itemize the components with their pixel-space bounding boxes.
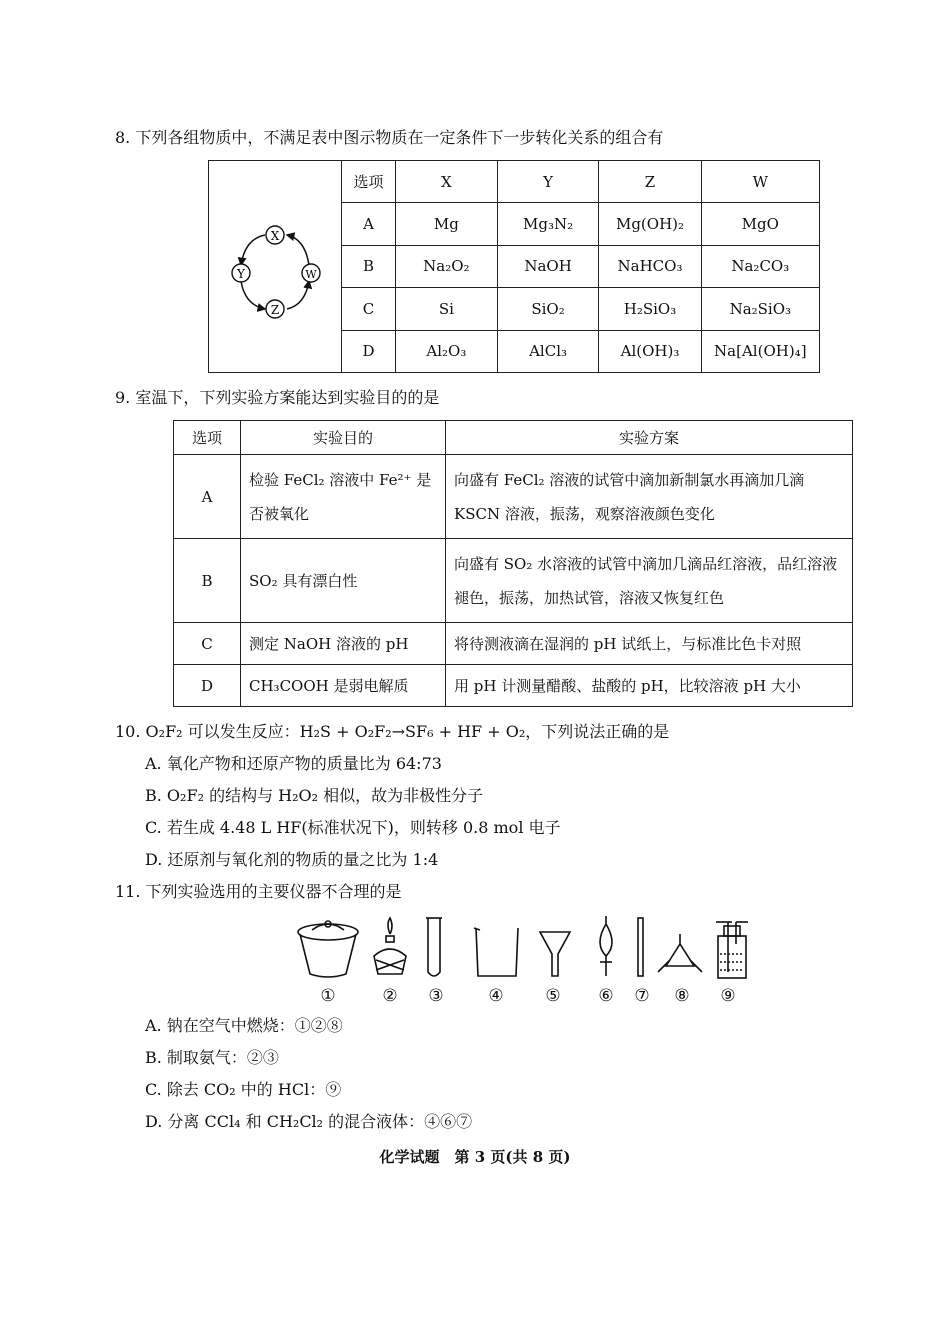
page-footer: 化学试题 第 3 页(共 8 页) — [379, 1148, 571, 1166]
apparatus-label: ③ — [428, 986, 444, 1006]
q8-stem: 8. 下列各组物质中，不满足表中图示物质在一定条件下一步转化关系的组合有 — [115, 128, 664, 147]
apparatus-label: ⑦ — [634, 986, 650, 1006]
q11-option-d: D. 分离 CCl₄ 和 CH₂Cl₂ 的混合液体：④⑥⑦ — [145, 1112, 473, 1131]
q9-cell: A — [174, 455, 241, 539]
q9-table — [173, 420, 853, 707]
q8-cell: A — [342, 203, 396, 245]
q8-cell: D — [342, 330, 396, 372]
table-row — [174, 665, 853, 707]
q8-cell: Na₂O₂ — [396, 245, 498, 287]
node-w: W — [305, 267, 317, 281]
node-y: Y — [237, 266, 245, 281]
q8-cell: Na₂CO₃ — [701, 245, 819, 287]
q8-cell: NaHCO₃ — [599, 245, 701, 287]
q9-header-cell: 实验目的 — [241, 421, 446, 455]
apparatus-label: ④ — [488, 986, 504, 1006]
q8-cell: Mg(OH)₂ — [599, 203, 701, 245]
apparatus-label: ⑥ — [598, 986, 614, 1006]
q8-cell: Mg₃N₂ — [497, 203, 599, 245]
q9-cell: 向盛有 SO₂ 水溶液的试管中滴加几滴品红溶液，品红溶液褪色，振荡，加热试管，溶液又恢复红色 — [446, 539, 853, 623]
apparatus-label: ⑨ — [720, 986, 736, 1006]
q9-cell: 向盛有 FeCl₂ 溶液的试管中滴加新制氯水再滴加几滴 KSCN 溶液，振荡，观察溶液颜色变化 — [446, 455, 853, 539]
q11-option-c: C. 除去 CO₂ 中的 HCl：⑨ — [145, 1080, 342, 1099]
q10-option-c: C. 若生成 4.48 L HF(标准状况下)，则转移 0.8 mol 电子 — [145, 818, 561, 837]
q8-cell: Na[Al(OH)₄] — [701, 330, 819, 372]
q9-cell: 测定 NaOH 溶液的 pH — [241, 623, 446, 665]
q9-cell: SO₂ 具有漂白性 — [241, 539, 446, 623]
q10-option-d: D. 还原剂与氧化剂的物质的量之比为 1:4 — [145, 850, 439, 869]
apparatus-label: ⑧ — [674, 986, 690, 1006]
q8-cell: Na₂SiO₃ — [701, 288, 819, 330]
q8-cell: Si — [396, 288, 498, 330]
test-tube-icon — [426, 918, 442, 976]
q11-option-a: A. 钠在空气中燃烧：①②⑧ — [145, 1016, 343, 1035]
q8-header-cell: Y — [497, 161, 599, 203]
alcohol-lamp-icon — [374, 918, 406, 974]
q8-cell: MgO — [701, 203, 819, 245]
q11-stem: 11. 下列实验选用的主要仪器不合理的是 — [115, 882, 402, 901]
apparatus-illustration — [290, 914, 760, 984]
q9-cell: B — [174, 539, 241, 623]
q10-option-a: A. 氧化产物和还原产物的质量比为 64:73 — [145, 754, 442, 773]
q8-cell: Mg — [396, 203, 498, 245]
node-x: X — [270, 228, 280, 243]
q9-cell: 检验 FeCl₂ 溶液中 Fe²⁺ 是否被氧化 — [241, 455, 446, 539]
q11-option-b: B. 制取氨气：②③ — [145, 1048, 279, 1067]
q9-cell: C — [174, 623, 241, 665]
q9-cell: 用 pH 计测量醋酸、盐酸的 pH，比较溶液 pH 大小 — [446, 665, 853, 707]
gas-washing-bottle-icon — [716, 922, 748, 978]
q8-diagram-cell — [209, 161, 342, 373]
apparatus-label: ⑤ — [545, 986, 561, 1006]
q8-cell: SiO₂ — [497, 288, 599, 330]
q8-cell: H₂SiO₃ — [599, 288, 701, 330]
conversion-cycle-diagram — [209, 167, 341, 367]
q8-cell: B — [342, 245, 396, 287]
q9-header-cell: 实验方案 — [446, 421, 853, 455]
q8-cell: Al₂O₃ — [396, 330, 498, 372]
node-z: Z — [270, 302, 280, 317]
q10-stem: 10. O₂F₂ 可以发生反应：H₂S + O₂F₂→SF₆ + HF + O₂，下列说法正确的是 — [115, 722, 670, 741]
crucible-icon — [298, 921, 358, 977]
q8-header-cell: W — [701, 161, 819, 203]
apparatus-label: ② — [382, 986, 398, 1006]
q8-cell: AlCl₃ — [497, 330, 599, 372]
q9-cell: CH₃COOH 是弱电解质 — [241, 665, 446, 707]
apparatus-label: ① — [320, 986, 336, 1006]
q8-header-cell: Z — [599, 161, 701, 203]
clay-triangle-icon — [658, 934, 702, 972]
q9-cell: D — [174, 665, 241, 707]
glass-rod-icon — [638, 918, 643, 976]
q8-header-cell: X — [396, 161, 498, 203]
table-row — [174, 539, 853, 623]
q8-cell: NaOH — [497, 245, 599, 287]
beaker-icon — [474, 928, 518, 976]
table-row — [174, 455, 853, 539]
q9-header-cell: 选项 — [174, 421, 241, 455]
q8-table — [208, 160, 820, 373]
q9-cell: 将待测液滴在湿润的 pH 试纸上，与标准比色卡对照 — [446, 623, 853, 665]
q8-cell: C — [342, 288, 396, 330]
funnel-icon — [540, 932, 570, 976]
q8-header-cell: 选项 — [342, 161, 396, 203]
q10-option-b: B. O₂F₂ 的结构与 H₂O₂ 相似，故为非极性分子 — [145, 786, 484, 805]
separatory-funnel-icon — [600, 916, 612, 976]
q8-cell: Al(OH)₃ — [599, 330, 701, 372]
table-row — [174, 623, 853, 665]
q9-stem: 9. 室温下，下列实验方案能达到实验目的的是 — [115, 388, 440, 407]
